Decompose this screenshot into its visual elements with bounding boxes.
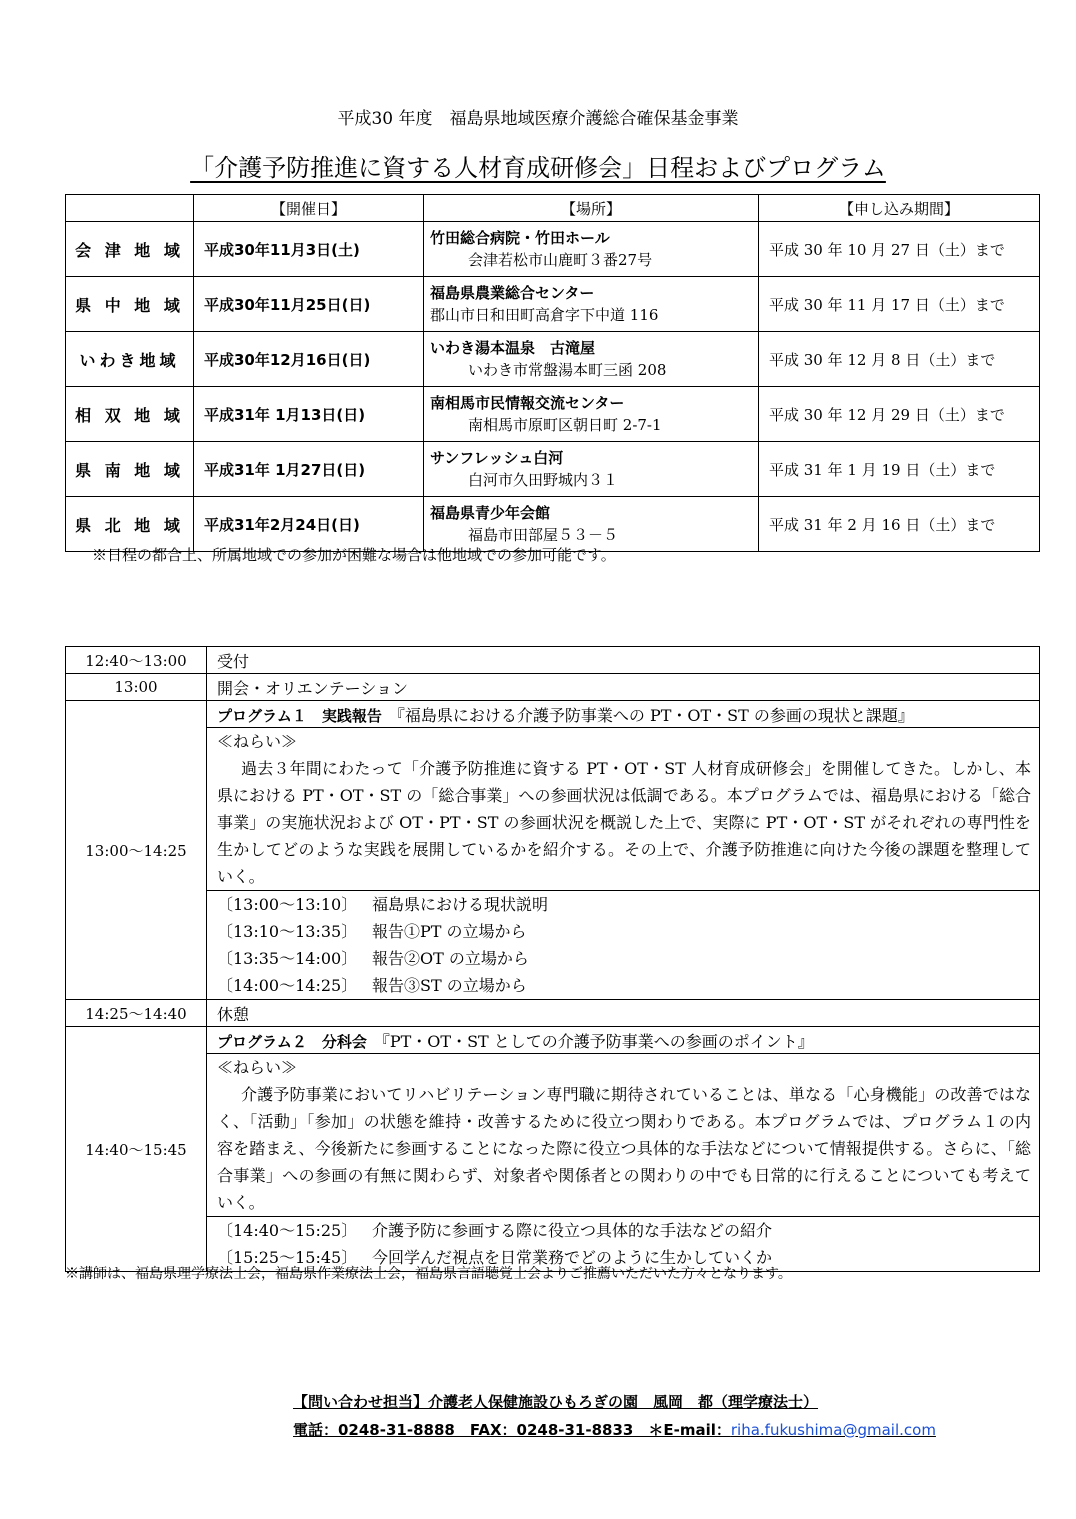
schedule-header-region — [66, 195, 194, 222]
schedule-note: ※日程の都合上、所属地域での参加が困難な場合は他地域での参加可能です。 — [92, 546, 616, 564]
program1-aim-row — [66, 728, 1040, 891]
page-title-text: 「介護予防推進に資する人材育成研修会」日程およびプログラム — [190, 154, 886, 182]
program1-aim-cell — [207, 728, 1040, 891]
session-time: 〔13:10～13:35〕 — [217, 922, 358, 941]
deadline-cell: 平成 30 年 11 月 17 日（土）まで — [759, 277, 1040, 332]
program2-theme: 『PT・OT・ST としての介護予防事業への参画のポイント』 — [381, 1031, 814, 1051]
activity-cell: 休憩 — [207, 1000, 1040, 1027]
program2-heading-row — [66, 1027, 1040, 1054]
venue-name: 福島県青少年会館 — [430, 504, 551, 522]
time-cell: 13:00～14:25 — [66, 701, 207, 1000]
venue-address: 福島市田部屋５３－５ — [468, 526, 619, 544]
page-title — [0, 148, 1076, 183]
table-row — [66, 332, 1040, 387]
program1-heading — [207, 701, 1040, 728]
session-desc: 福島県における現状説明 — [372, 895, 549, 914]
venue-name: サンフレッシュ白河 — [430, 449, 564, 467]
session-time: 〔13:00～13:10〕 — [217, 895, 358, 914]
venue-address: 会津若松市山鹿町３番27号 — [468, 251, 653, 269]
session-time: 〔13:35～14:00〕 — [217, 949, 358, 968]
time-cell: 14:40～15:45 — [66, 1027, 207, 1272]
region-cell: 会 津 地 域 — [66, 222, 194, 277]
table-row — [66, 674, 1040, 701]
venue-cell — [424, 387, 759, 442]
date-cell: 平成30年11月25日(日) — [194, 277, 424, 332]
date-cell: 平成31年 1月27日(日) — [194, 442, 424, 497]
time-cell: 14:25～14:40 — [66, 1000, 207, 1027]
schedule-header-venue: 【場所】 — [424, 195, 759, 222]
session-time: 〔14:00～14:25〕 — [217, 976, 358, 995]
venue-name: 福島県農業総合センター — [430, 284, 595, 302]
program1-heading-row — [66, 701, 1040, 728]
table-row — [66, 277, 1040, 332]
table-row — [66, 222, 1040, 277]
table-row — [66, 442, 1040, 497]
venue-address: 白河市久田野城内３１ — [468, 471, 619, 489]
date-cell: 平成31年2月24日(日) — [194, 497, 424, 552]
list-item — [217, 891, 1039, 918]
venue-name: 竹田総合病院・竹田ホール — [430, 229, 610, 247]
region-cell: 県 北 地 域 — [66, 497, 194, 552]
activity-cell: 開会・オリエンテーション — [207, 674, 1040, 701]
program1-aim-label: ≪ねらい≫ — [217, 732, 298, 751]
deadline-cell: 平成 30 年 10 月 27 日（土）まで — [759, 222, 1040, 277]
program2-aim-label: ≪ねらい≫ — [217, 1058, 298, 1077]
region-cell: 相 双 地 域 — [66, 387, 194, 442]
session-time: 〔15:25～15:45〕 — [217, 1248, 358, 1267]
session-desc: 報告②OT の立場から — [372, 949, 529, 968]
program2-aim-row — [66, 1054, 1040, 1217]
table-row — [66, 387, 1040, 442]
venue-address: いわき市常盤湯本町三函 208 — [468, 361, 667, 379]
activity-cell: 受付 — [207, 647, 1040, 674]
venue-cell — [424, 277, 759, 332]
program1-theme: 『福島県における介護予防事業への PT・OT・ST の参画の現状と課題』 — [396, 705, 914, 725]
program2-heading — [207, 1027, 1040, 1054]
session-desc: 報告①PT の立場から — [372, 922, 527, 941]
venue-cell — [424, 442, 759, 497]
date-cell: 平成30年12月16日(日) — [194, 332, 424, 387]
list-item — [217, 918, 1039, 945]
table-row — [66, 647, 1040, 674]
deadline-cell: 平成 31 年 1 月 19 日（土）まで — [759, 442, 1040, 497]
schedule-table — [65, 194, 1040, 552]
region-cell: いわき地域 — [66, 332, 194, 387]
schedule-header-deadline: 【申し込み期間】 — [759, 195, 1040, 222]
phone-fax: 電話：0248-31-8888 FAX：0248-31-8833 ＊E-mail： — [293, 1421, 731, 1439]
venue-address: 南相馬市原町区朝日町 2-7-1 — [468, 416, 662, 434]
venue-name: 南相馬市民情報交流センター — [430, 394, 625, 412]
table-row — [66, 1000, 1040, 1027]
list-item — [217, 1217, 1039, 1244]
region-cell: 県 南 地 域 — [66, 442, 194, 497]
schedule-header-date: 【開催日】 — [194, 195, 424, 222]
date-cell: 平成30年11月3日(土) — [194, 222, 424, 277]
list-item — [217, 972, 1039, 999]
session-desc: 報告③ST の立場から — [372, 976, 527, 995]
contact-person: 【問い合わせ担当】介護老人保健施設ひもろぎの園 風岡 都（理学療法士） — [293, 1393, 819, 1411]
deadline-cell: 平成 30 年 12 月 8 日（土）まで — [759, 332, 1040, 387]
email-link[interactable]: riha.fukushima@gmail.com — [730, 1421, 936, 1439]
time-cell: 12:40～13:00 — [66, 647, 207, 674]
venue-address: 郡山市日和田町高倉字下中道 116 — [430, 306, 659, 324]
program-table — [65, 646, 1040, 1272]
session-desc: 介護予防に参画する際に役立つ具体的な手法などの紹介 — [372, 1221, 773, 1240]
program1-aim-text: 過去３年間にわたって「介護予防推進に資する PT・OT・ST 人材育成研修会」を開催してきた。しかし、本県における PT・OT・ST の「総合事業」への参画状況は低調である。本プログラムでは、福島県における「総合事業」の実施状況および OT・PT・ST の参画状況を概説した上で、実際に PT・OT・ST がそれぞれの専門性を生かしてどのような実践を展開しているかを紹介する。その上で、介護予防推進に向けた今後の課題を整理していく。 — [217, 759, 1031, 886]
date-cell: 平成31年 1月13日(日) — [194, 387, 424, 442]
program1-title: プログラム１ 実践報告 — [217, 706, 397, 725]
deadline-cell: 平成 30 年 12 月 29 日（土）まで — [759, 387, 1040, 442]
venue-name: いわき湯本温泉 古滝屋 — [430, 339, 596, 357]
program2-aim-text: 介護予防事業においてリハビリテーション専門職に期待されていることは、単なる「心身機能」の改善ではなく、「活動」「参加」の状態を維持・改善するために役立つ関わりである。本プログラムでは、プログラム１の内容を踏まえ、今後新たに参画することになった際に役立つ具体的な手法などについて情報提供する。さらに、「総合事業」への参画の有無に関わらず、対象者や関係者との関わりの中でも日常的に行えることについても考えていく。 — [217, 1085, 1031, 1212]
schedule-header-row — [66, 195, 1040, 222]
program2-title: プログラム２ 分科会 — [217, 1032, 382, 1051]
session-desc: 今回学んだ視点を日常業務でどのように生かしていくか — [372, 1248, 773, 1267]
lecturer-note: ※講師は、福島県理学療法士会，福島県作業療法士会，福島県言語聴覚士会よりご推薦いただいた方々となります。 — [65, 1266, 792, 1282]
venue-cell — [424, 332, 759, 387]
deadline-cell: 平成 31 年 2 月 16 日（土）まで — [759, 497, 1040, 552]
time-cell: 13:00 — [66, 674, 207, 701]
venue-cell — [424, 222, 759, 277]
list-item — [217, 945, 1039, 972]
program1-sessions-row — [66, 891, 1040, 1000]
region-cell: 県 中 地 域 — [66, 277, 194, 332]
program1-sessions-cell — [207, 891, 1040, 1000]
sub-title: 平成30 年度 福島県地域医療介護総合確保基金事業 — [337, 109, 739, 129]
contact-details — [293, 1419, 936, 1440]
session-time: 〔14:40～15:25〕 — [217, 1221, 358, 1240]
program2-aim-cell — [207, 1054, 1040, 1217]
